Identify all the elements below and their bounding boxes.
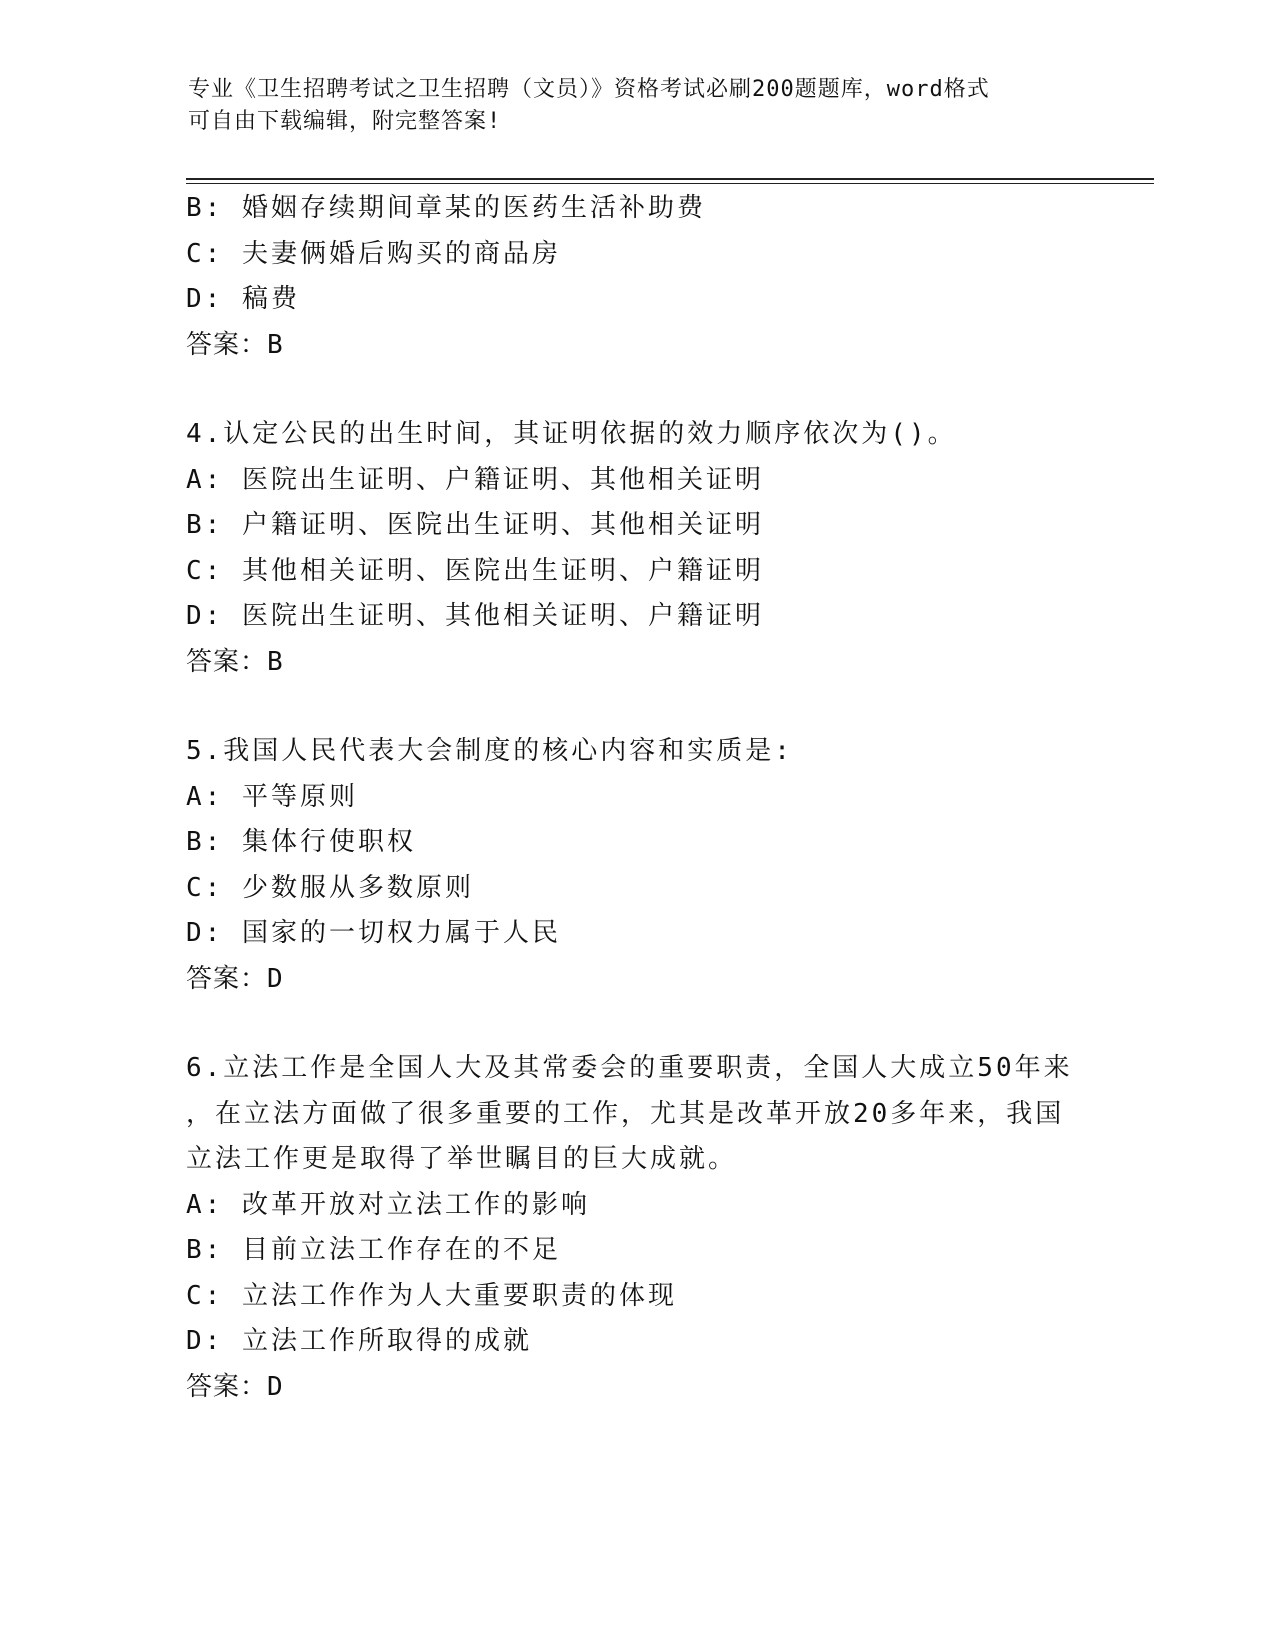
- answer: 答案：D: [186, 1371, 284, 1402]
- option-a: A: 改革开放对立法工作的影响: [186, 1189, 590, 1220]
- spacer: [186, 1002, 1086, 1046]
- spacer: [186, 685, 1086, 729]
- option-b: B: 集体行使职权: [186, 827, 416, 857]
- question-4: [186, 412, 1086, 685]
- option-c: C: 立法工作作为人大重要职责的体现: [186, 1280, 677, 1311]
- question-6: [186, 1046, 1086, 1410]
- header-divider-thin: [186, 183, 1154, 184]
- option-d: D: 立法工作所取得的成就: [186, 1326, 532, 1356]
- answer: 答案：B: [186, 329, 284, 360]
- option-a: A: 平等原则: [186, 781, 358, 812]
- header-line-1: 专业《卫生招聘考试之卫生招聘（文员）》资格考试必刷200题题库，word格式: [188, 77, 990, 102]
- question-text: 5.我国人民代表大会制度的核心内容和实质是:: [186, 736, 793, 766]
- answer: 答案：D: [186, 963, 284, 994]
- question-list: [186, 186, 1086, 1410]
- option-b: B: 目前立法工作存在的不足: [186, 1235, 561, 1265]
- option-a: A: 医院出生证明、户籍证明、其他相关证明: [186, 464, 764, 495]
- header-line-2: 可自由下载编辑，附完整答案!: [188, 109, 502, 134]
- option-c: C: 少数服从多数原则: [186, 872, 474, 903]
- question-5: [186, 729, 1086, 1002]
- option-d: D: 国家的一切权力属于人民: [186, 918, 561, 948]
- option-c: C: 夫妻俩婚后购买的商品房: [186, 238, 561, 269]
- question-text: 4.认定公民的出生时间，其证明依据的效力顺序依次为()。: [186, 419, 957, 449]
- header-divider-thick: [186, 178, 1154, 180]
- question-text-line-2: ，在立法方面做了很多重要的工作，尤其是改革开放20多年来，我国: [186, 1098, 1065, 1129]
- question-3-tail: [186, 186, 1086, 368]
- question-text-line-1: 6.立法工作是全国人大及其常委会的重要职责，全国人大成立50年来: [186, 1053, 1073, 1083]
- option-c: C: 其他相关证明、医院出生证明、户籍证明: [186, 555, 764, 586]
- document-header: [188, 74, 1088, 138]
- option-b: B: 婚姻存续期间章某的医药生活补助费: [186, 193, 706, 223]
- option-b: B: 户籍证明、医院出生证明、其他相关证明: [186, 510, 764, 540]
- spacer: [186, 368, 1086, 412]
- question-text-line-3: 立法工作更是取得了举世瞩目的巨大成就。: [186, 1144, 738, 1174]
- answer: 答案：B: [186, 646, 284, 677]
- option-d: D: 稿费: [186, 284, 300, 314]
- option-d: D: 医院出生证明、其他相关证明、户籍证明: [186, 601, 764, 631]
